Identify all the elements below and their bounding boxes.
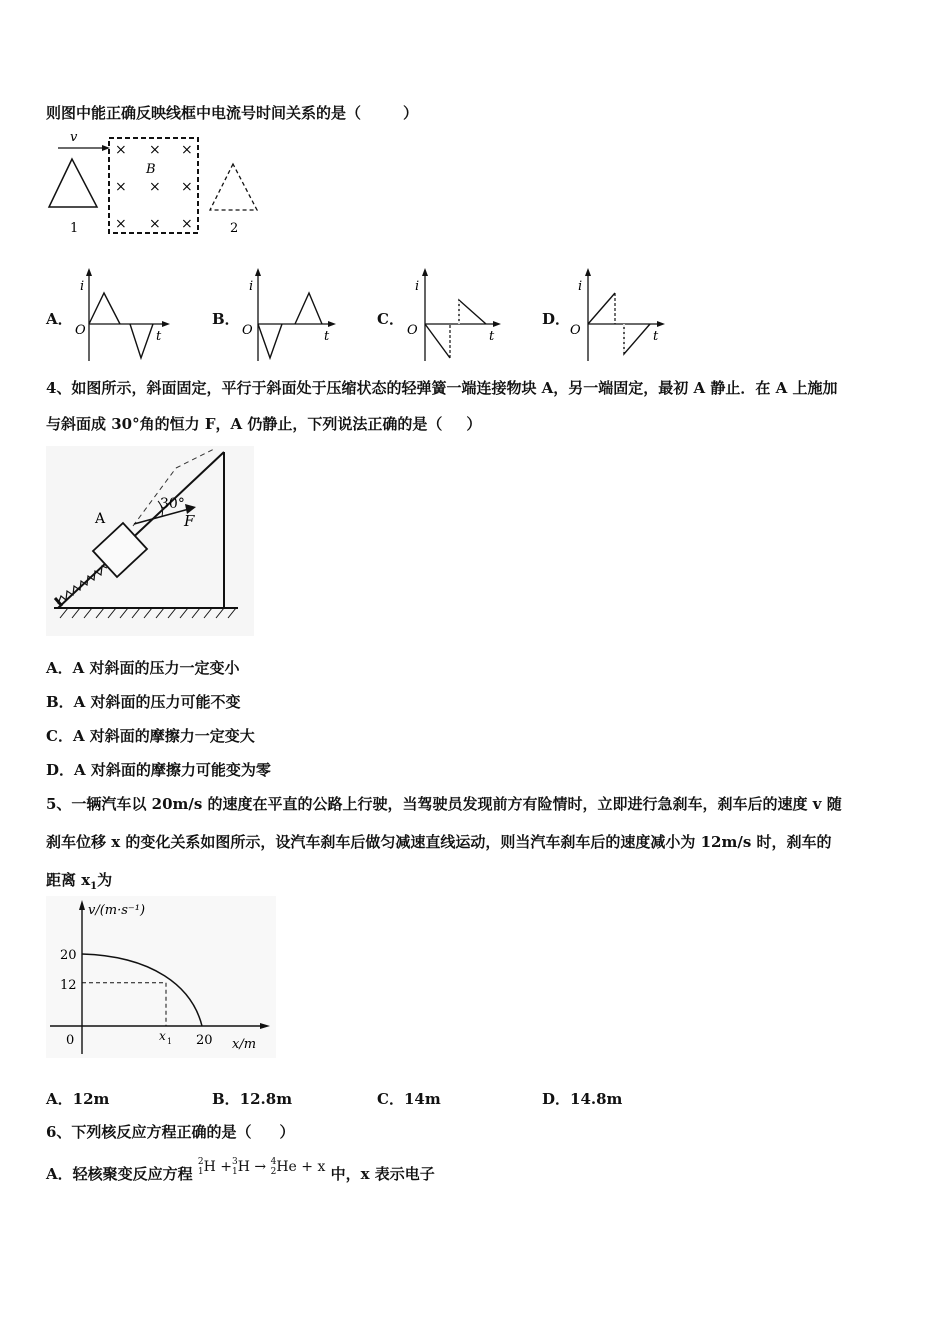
q6-stem-close: ） (279, 1123, 295, 1141)
origin-label: 0 (66, 1033, 75, 1048)
cross: × (181, 179, 193, 195)
q4-option-c: C．A 对斜面的摩擦力一定变大 (46, 727, 255, 745)
q6-option-a-post: 中，x 表示电子 (330, 1165, 435, 1183)
q5-option-b: B．12.8m (212, 1090, 293, 1108)
axis-label-t: t (653, 329, 659, 344)
q3-prompt-close: ） (403, 104, 419, 122)
cross: × (115, 142, 127, 158)
current-curve (425, 324, 450, 358)
field-crosses (115, 142, 193, 232)
q3-option-c-letter: C． (377, 310, 404, 328)
cross: × (115, 179, 127, 195)
current-curve (459, 300, 486, 324)
q5-stem-line3 (46, 870, 112, 897)
axis-label-i: i (415, 279, 420, 294)
q6-stem-text: 6、下列核反应方程正确的是（ (46, 1123, 252, 1141)
velocity-label: v (70, 130, 78, 145)
x-tick-x1: x (159, 1029, 166, 1043)
q3-option-a-graph (72, 268, 177, 363)
fusion-equation: 2 1H +3 1H → 4 2He + x (197, 1157, 326, 1177)
q5-option-a: A．12m (46, 1090, 110, 1108)
axis-label-t: t (156, 329, 162, 344)
q3-option-d-graph (567, 268, 672, 363)
angle-label: 30° (160, 496, 185, 512)
q4-stem-line2-text: 与斜面成 30°角的恒力 F，A 仍静止，下列说法正确的是（ (46, 415, 443, 433)
origin-label: O (570, 323, 581, 338)
q3-option-b-letter: B． (212, 310, 240, 328)
q3-prompt (46, 103, 418, 123)
q5-velocity-displacement-graph (46, 896, 276, 1058)
q4-option-d: D．A 对斜面的摩擦力可能变为零 (46, 761, 271, 779)
q5-stem-line3-pre: 距离 x (46, 871, 91, 889)
x-axis-label: x/m (232, 1037, 257, 1052)
pos2-label: 2 (230, 221, 239, 236)
axis-label-i: i (578, 279, 583, 294)
q4-option-b: B．A 对斜面的压力可能不变 (46, 693, 241, 711)
cross: × (149, 179, 161, 195)
q6-option-a-pre: A．轻核聚变反应方程 (46, 1165, 193, 1183)
current-curve (258, 324, 282, 358)
q6-stem (46, 1122, 294, 1142)
q3-option-a-letter: A． (46, 310, 73, 328)
q5-stem-line2: 刹车位移 x 的变化关系如图所示，设汽车刹车后做匀减速直线运动，则当汽车刹车后的速度减小为 12m/s 时，刹车的 (46, 833, 832, 851)
q3-option-d-letter: D． (542, 310, 571, 328)
origin-label: O (407, 323, 418, 338)
axis-label-i: i (80, 279, 85, 294)
q3-option-c-graph (403, 268, 508, 363)
q4-stem-line1: 4、如图所示，斜面固定，平行于斜面处于压缩状态的轻弹簧一端连接物块 A，另一端固定，最初 A 静止．在 A 上施加 (46, 379, 838, 397)
current-curve (89, 293, 120, 324)
current-curve (130, 324, 153, 358)
axis-label-i: i (249, 279, 254, 294)
q3-option-b-graph (238, 268, 343, 363)
loop-position-1 (49, 159, 97, 207)
x-tick-20: 20 (196, 1033, 213, 1048)
axis-label-t: t (324, 329, 330, 344)
pos1-label: 1 (70, 221, 79, 236)
q5-stem-line3-sub: 1 (90, 881, 98, 892)
y-axis-label: v/(m·s⁻¹) (88, 903, 146, 918)
q5-stem-line3-post: 为 (97, 871, 113, 889)
y-tick-12: 12 (60, 978, 77, 993)
current-curve (624, 324, 650, 354)
q5-stem-line1: 5、一辆汽车以 20m/s 的速度在平直的公路上行驶，当驾驶员发现前方有险情时，立即进行急刹车，刹车后的速度 v 随 (46, 795, 842, 813)
loop-position-2 (210, 164, 257, 210)
cross: × (181, 142, 193, 158)
block-label: A (95, 511, 106, 527)
q4-stem-line2 (46, 414, 481, 434)
q3-prompt-text: 则图中能正确反映线框中电流号时间关系的是（ (46, 104, 362, 122)
q5-option-d: D．14.8m (542, 1090, 623, 1108)
force-label: F (184, 512, 195, 530)
y-tick-20: 20 (60, 948, 77, 963)
origin-label: O (75, 323, 86, 338)
field-label: B (146, 162, 156, 177)
q4-stem-close: ） (466, 415, 482, 433)
cross: × (149, 142, 161, 158)
cross: × (149, 216, 161, 232)
q5-option-c: C．14m (377, 1090, 441, 1108)
q4-incline-figure (46, 446, 254, 636)
q3-field-figure (40, 128, 280, 240)
axis-label-t: t (489, 329, 495, 344)
x-tick-x1-sub: 1 (167, 1037, 173, 1046)
q6-option-a (46, 1157, 435, 1185)
q4-option-a: A．A 对斜面的压力一定变小 (46, 659, 240, 677)
cross: × (181, 216, 193, 232)
current-curve (295, 293, 322, 324)
origin-label: O (242, 323, 253, 338)
cross: × (115, 216, 127, 232)
current-curve (588, 293, 615, 324)
